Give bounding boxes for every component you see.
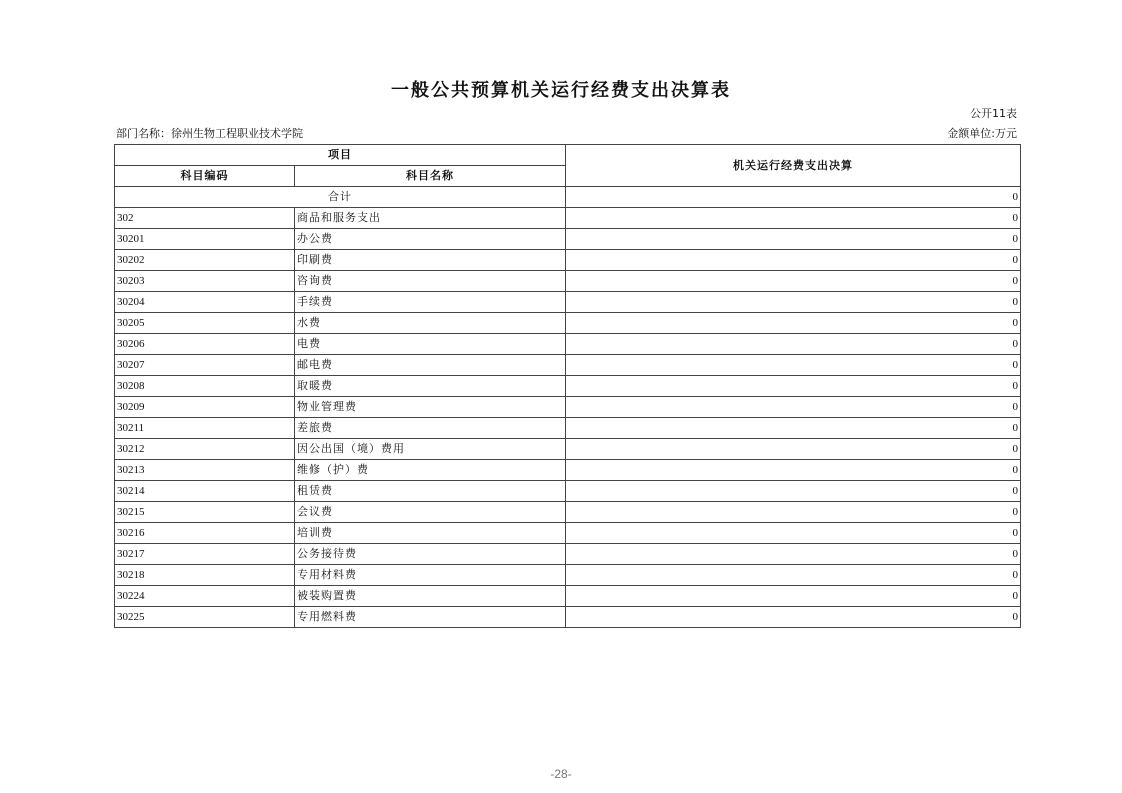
- table-row: [115, 523, 1021, 544]
- expenditure-table: [114, 144, 1021, 628]
- row-amount: 0: [566, 250, 1021, 271]
- row-name: 邮电费: [295, 355, 566, 376]
- row-code: 30211: [115, 418, 295, 439]
- row-name: 维修（护）费: [295, 460, 566, 481]
- table-row: [115, 208, 1021, 229]
- row-amount: 0: [566, 208, 1021, 229]
- row-code: 30207: [115, 355, 295, 376]
- table-number: 公开11表: [970, 107, 1017, 120]
- header-code: 科目编码: [115, 166, 295, 187]
- table-row: [115, 334, 1021, 355]
- table-row: [115, 250, 1021, 271]
- table-row: [115, 565, 1021, 586]
- document-title: 一般公共预算机关运行经费支出决算表: [391, 80, 731, 101]
- row-name: 公务接待费: [295, 544, 566, 565]
- row-code: 30202: [115, 250, 295, 271]
- total-amount: 0: [566, 187, 1021, 208]
- row-code: 30209: [115, 397, 295, 418]
- row-name: 专用材料费: [295, 565, 566, 586]
- header-name: 科目名称: [295, 166, 566, 187]
- row-name: 商品和服务支出: [295, 208, 566, 229]
- row-code: 30208: [115, 376, 295, 397]
- amount-unit: 金额单位:万元: [947, 127, 1017, 140]
- table-row: [115, 229, 1021, 250]
- row-amount: 0: [566, 292, 1021, 313]
- table-row: [115, 481, 1021, 502]
- row-name: 办公费: [295, 229, 566, 250]
- row-code: 30224: [115, 586, 295, 607]
- row-amount: 0: [566, 355, 1021, 376]
- row-amount: 0: [566, 460, 1021, 481]
- row-name: 因公出国（境）费用: [295, 439, 566, 460]
- row-code: 30204: [115, 292, 295, 313]
- row-name: 专用燃料费: [295, 607, 566, 628]
- row-amount: 0: [566, 544, 1021, 565]
- row-code: 30201: [115, 229, 295, 250]
- table-row: [115, 418, 1021, 439]
- row-name: 取暖费: [295, 376, 566, 397]
- table-row: [115, 439, 1021, 460]
- row-code: 30212: [115, 439, 295, 460]
- table-row: [115, 607, 1021, 628]
- row-name: 手续费: [295, 292, 566, 313]
- table-row: [115, 376, 1021, 397]
- department-name: 部门名称：徐州生物工程职业技术学院: [116, 127, 303, 140]
- total-label: 合计: [115, 187, 566, 208]
- table-row: [115, 586, 1021, 607]
- row-code: 30216: [115, 523, 295, 544]
- row-amount: 0: [566, 418, 1021, 439]
- row-amount: 0: [566, 229, 1021, 250]
- row-code: 30213: [115, 460, 295, 481]
- row-amount: 0: [566, 376, 1021, 397]
- row-code: 30214: [115, 481, 295, 502]
- row-name: 租赁费: [295, 481, 566, 502]
- row-name: 印刷费: [295, 250, 566, 271]
- row-code: 30205: [115, 313, 295, 334]
- row-amount: 0: [566, 523, 1021, 544]
- row-amount: 0: [566, 502, 1021, 523]
- row-amount: 0: [566, 313, 1021, 334]
- table-row: [115, 460, 1021, 481]
- table-row: [115, 355, 1021, 376]
- header-amount: 机关运行经费支出决算: [566, 145, 1021, 187]
- row-code: 30215: [115, 502, 295, 523]
- row-code: 30203: [115, 271, 295, 292]
- row-name: 被装购置费: [295, 586, 566, 607]
- row-amount: 0: [566, 481, 1021, 502]
- table-row: [115, 292, 1021, 313]
- row-amount: 0: [566, 565, 1021, 586]
- row-name: 会议费: [295, 502, 566, 523]
- row-name: 差旅费: [295, 418, 566, 439]
- row-name: 物业管理费: [295, 397, 566, 418]
- row-code: 30206: [115, 334, 295, 355]
- table-row: [115, 544, 1021, 565]
- row-name: 电费: [295, 334, 566, 355]
- row-amount: 0: [566, 607, 1021, 628]
- row-code: 302: [115, 208, 295, 229]
- row-amount: 0: [566, 334, 1021, 355]
- row-amount: 0: [566, 439, 1021, 460]
- table-row: [115, 502, 1021, 523]
- row-amount: 0: [566, 271, 1021, 292]
- table-row: [115, 313, 1021, 334]
- total-row: [115, 187, 1021, 208]
- header-item: 项目: [115, 145, 566, 166]
- row-amount: 0: [566, 586, 1021, 607]
- row-name: 咨询费: [295, 271, 566, 292]
- row-name: 水费: [295, 313, 566, 334]
- row-code: 30225: [115, 607, 295, 628]
- table-row: [115, 397, 1021, 418]
- page-number: -28-: [550, 767, 572, 781]
- row-name: 培训费: [295, 523, 566, 544]
- row-amount: 0: [566, 397, 1021, 418]
- row-code: 30217: [115, 544, 295, 565]
- table-row: [115, 271, 1021, 292]
- row-code: 30218: [115, 565, 295, 586]
